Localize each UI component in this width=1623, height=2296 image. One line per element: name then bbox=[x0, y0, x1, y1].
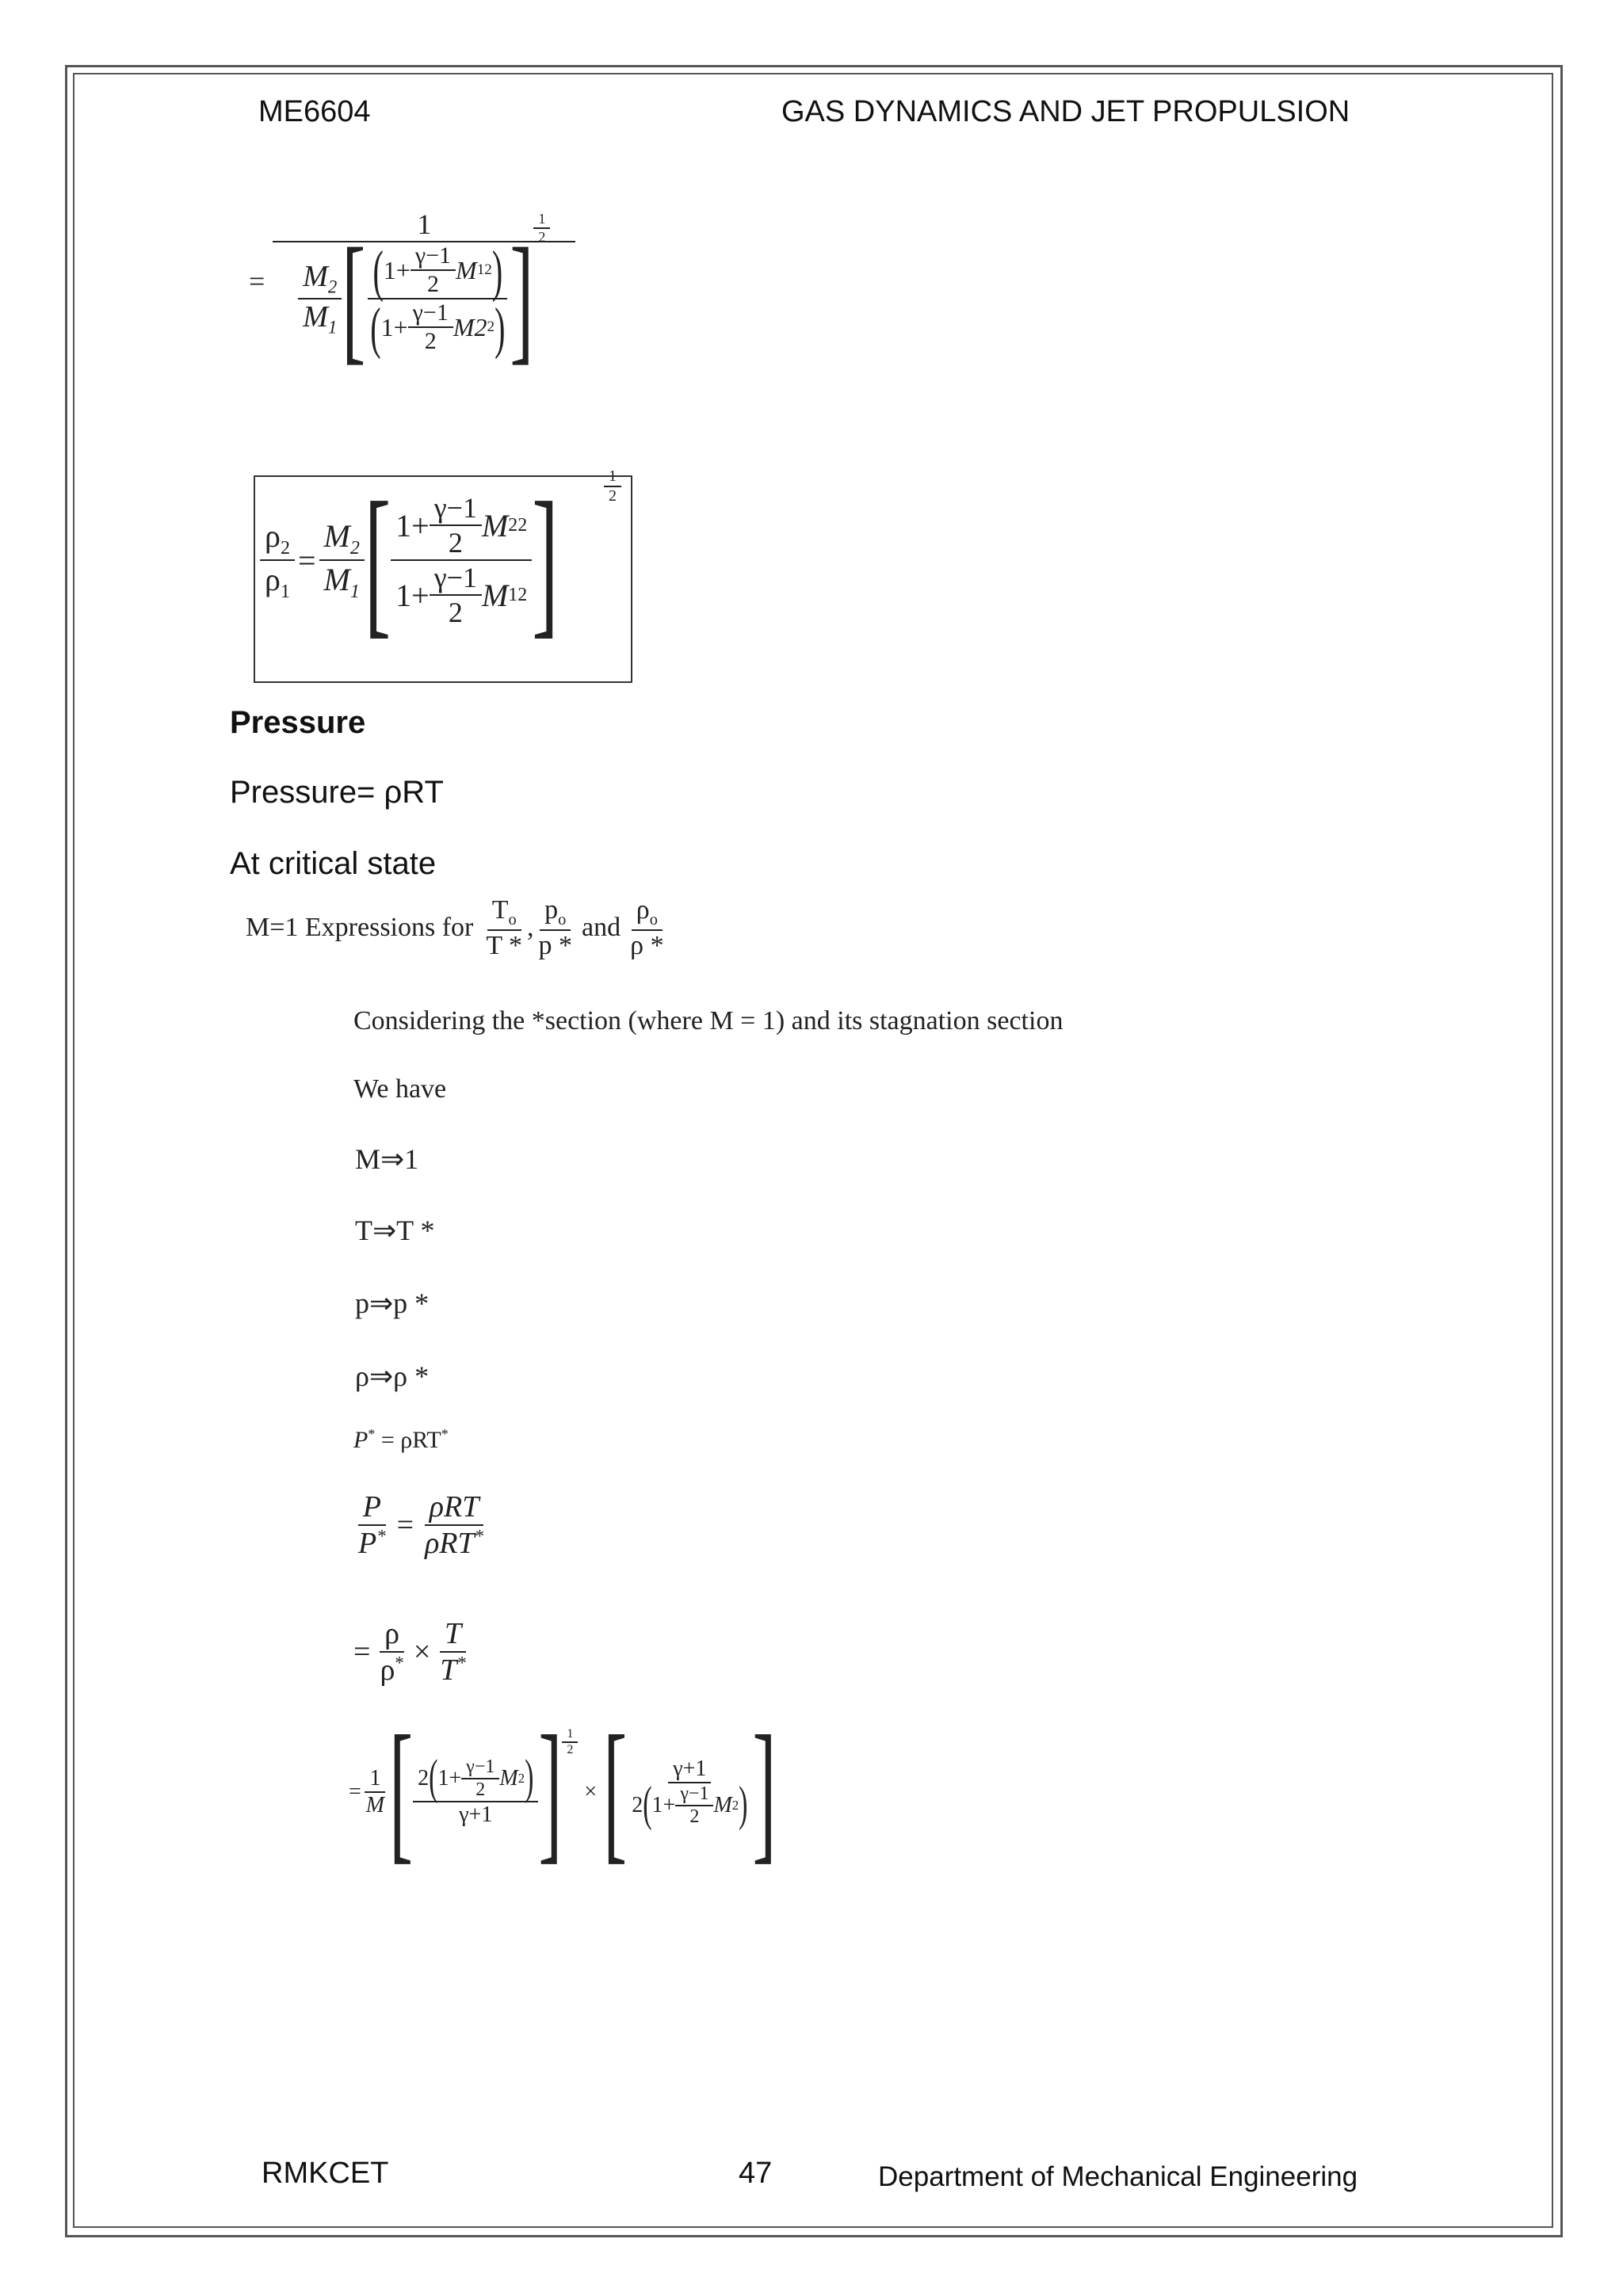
we-have-text: We have bbox=[353, 1074, 447, 1104]
section-heading-pressure: Pressure bbox=[230, 705, 366, 740]
footer-college: RMKCET bbox=[262, 2157, 389, 2190]
equals-sign: = bbox=[249, 265, 265, 297]
pressure-equation-text: Pressure= ρRT bbox=[230, 775, 444, 810]
arrow-m: M⇒1 bbox=[355, 1143, 419, 1175]
critical-state-text: At critical state bbox=[230, 846, 437, 881]
header-course-title: GAS DYNAMICS AND JET PROPULSION bbox=[781, 95, 1350, 128]
pressure-ratio-equation: $\frac{P}{P^*}$ = $\frac{\text{ρRT}}{\rho RT^*}$ bbox=[358, 1490, 484, 1560]
numerator-one: 1 bbox=[417, 208, 432, 240]
equation-density-ratio-step: = 1 $\frac{M_2}{M_1}$ [ ( 1+ $\frac{\gamma-1}{2}$ M 1 2 ) ( 1+ $\frac{\gamma-1}{2}$ M2 2 ) ] $\frac{1}{2}$ bbox=[249, 208, 575, 355]
considering-text: Considering the *section (where M = 1) and its stagnation section bbox=[353, 1006, 1064, 1035]
footer-page-number: 47 bbox=[739, 2157, 773, 2190]
equation-density-ratio-boxed: $\frac{\rho_2}{\rho_1}$ = $\frac{M_2}{M_1}$ [ 1+ $\frac{\gamma-1}{2}$ M 2 2 1+ $\frac{\gamma-1}{2}$ M 1 2 ] $\frac{1}{2}$ bbox=[254, 475, 632, 683]
page-border-inner bbox=[73, 73, 1553, 2228]
arrow-t: T⇒T * bbox=[355, 1215, 435, 1246]
pstar-equation: P* = ρRT* bbox=[353, 1426, 449, 1453]
expressions-line: M=1 Expressions for $\frac{T_o}{T *}$ , $\frac{p_o}{p *}$ and $\frac{\rho_o}{\rho *}$ bbox=[246, 895, 664, 960]
header-course-code: ME6604 bbox=[258, 95, 371, 128]
footer-department: Department of Mechanical Engineering bbox=[878, 2161, 1358, 2192]
final-pressure-ratio-equation: = $\frac{1}{M}$ [ 2 ( 1+ $\frac{\gamma-1}{2}$ M 2 ) γ+1 ] $\frac{1}{2}$ × [ γ+1 2 ( 1+ $\frac{\gamma-1}{2}$ M 2 ) ] bbox=[349, 1705, 777, 1878]
arrow-rho: ρ⇒ρ * bbox=[355, 1360, 430, 1392]
density-temperature-product: = $\frac{\rho}{\rho^*}$ × $\frac{T}{T^*}$ bbox=[353, 1617, 466, 1687]
arrow-p: p⇒p * bbox=[355, 1287, 430, 1319]
